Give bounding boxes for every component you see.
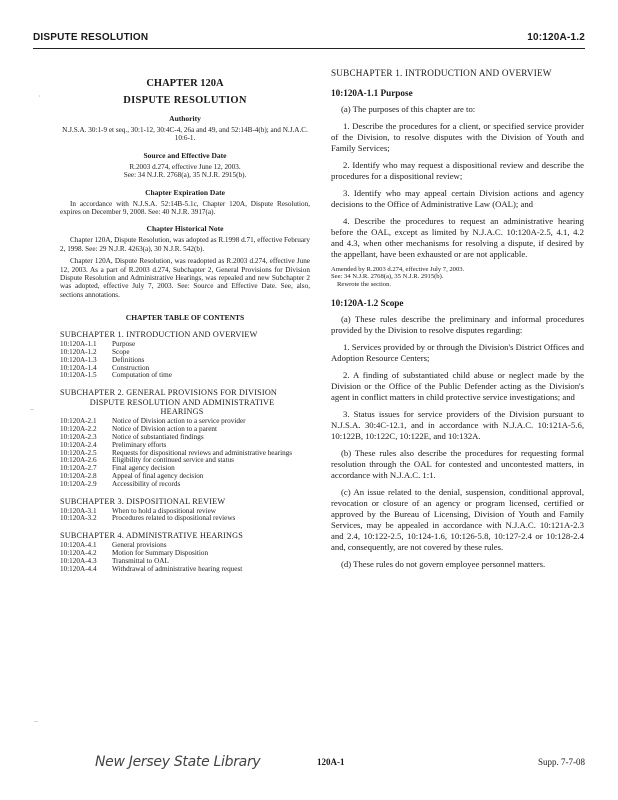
scan-speck: – — [34, 716, 38, 725]
scope-b: (b) These rules also describe the procedures for requesting formal resolution through the OAL for contested and uncontested matters, in accordance with N.J.A.C. 1:1. — [331, 448, 584, 481]
toc-subchapter-2-list — [60, 418, 310, 488]
supplement-date: Supp. 7-7-08 — [538, 757, 585, 767]
historical-heading: Chapter Historical Note — [146, 224, 224, 234]
toc-subchapter-2: SUBCHAPTER 2. GENERAL PROVISIONS FOR DIVISION DISPUTE RESOLUTION AND ADMINISTRATIVE HEARINGS — [60, 388, 278, 417]
subchapter-heading: SUBCHAPTER 1. INTRODUCTION AND OVERVIEW — [331, 68, 552, 78]
source-line-2: See: 34 N.J.R. 2768(a), 35 N.J.R. 2915(b). — [123, 171, 247, 180]
purpose-3: 3. Identify who may appeal certain Division actions and agency decisions to the Office of Administrative Law (OAL); and — [331, 188, 584, 209]
header-title: DISPUTE RESOLUTION — [33, 32, 149, 43]
scope-3: 3. Status issues for service providers of the Division pursuant to N.J.S.A. 30:4C-12.1, and in accordance with N.J.A.C. 10:121A-5.6, 10:122B, 10:122C, 10:122E, and 10:132A. — [331, 409, 584, 442]
scope-2: 2. A finding of substantiated child abuse or neglect made by the Division or the Office of the Public Defender acting as the Division's agent in conflict matters in child protective service investigations; and — [331, 370, 584, 403]
scope-a: (a) These rules describe the preliminary and informal procedures provided by the Division to resolve disputes regarding: — [331, 314, 584, 336]
source-line-1: R.2003 d.274, effective June 12, 2003. — [129, 162, 241, 171]
toc-subchapter-4-list — [60, 542, 310, 573]
historical-note-2: Chapter 120A, Dispute Resolution, was readopted as R.2003 d.274, effective June 12, 2003. As a part of R.2003 d.274, Subchapter 2, General Provisions for Division Dispute Resolution and Administrative Hearings, was repealed and new Subchapter 2 was adopted, effective July 7, 2003. See: Source and Effective Date. See, also, sections annotations. — [60, 257, 310, 299]
expiration-text: In accordance with N.J.S.A. 52:14B-5.1c, Chapter 120A, Dispute Resolution, expires on December 9, 2008. See: 40 N.J.R. 3917(a). — [60, 199, 310, 217]
toc-item: 10:120A-2.6 Eligibility for continued service and status — [60, 456, 234, 465]
toc-item: 10:120A-2.8 Appeal of final agency decision — [60, 472, 204, 481]
purpose-1: 1. Describe the procedures for a client, or specified service provider of the Division, to resolve disputes with the Division of Youth and Family Services; — [331, 121, 584, 153]
toc-item: 10:120A-2.7 Final agency decision — [60, 464, 175, 473]
historical-note-1: Chapter 120A, Dispute Resolution, was adopted as R.1998 d.71, effective February 2, 1998. See: 29 N.J.R. 4263(a), 30 N.J.R. 542(b). — [60, 236, 311, 253]
left-column — [60, 66, 310, 573]
toc-item: 10:120A-2.1 Notice of Division action to a service provider — [60, 417, 246, 426]
toc-item: 10:120A-2.5 Requests for dispositional reviews and administrative hearings — [60, 448, 293, 457]
source-heading: Source and Effective Date — [143, 150, 227, 160]
scope-d: (d) These rules do not govern employee personnel matters. — [341, 559, 546, 570]
scope-1: 1. Services provided by or through the Division's District Offices and Adoption Resource Centers; — [331, 342, 584, 364]
header-rule — [33, 48, 585, 49]
section-scope-title: 10:120A-1.2 Scope — [331, 298, 404, 309]
toc-item: 10:120A-4.2 Motion for Summary Disposition — [60, 549, 209, 558]
library-stamp: New Jersey State Library — [95, 754, 261, 770]
amendment-note: Amended by R.2003 d.274, effective July 7, 2003. See: 34 N.J.R. 2768(a), 35 N.J.R. 2915(b). Rewrote the section. — [331, 266, 465, 288]
toc-item: 10:120A-3.1 When to hold a dispositional review — [60, 506, 216, 515]
page-number: 120A-1 — [317, 757, 345, 767]
toc-subchapter-4: SUBCHAPTER 4. ADMINISTRATIVE HEARINGS — [60, 531, 243, 541]
header-section-number: 10:120A-1.2 — [527, 32, 585, 43]
toc-subchapter-1: SUBCHAPTER 1. INTRODUCTION AND OVERVIEW — [60, 330, 258, 340]
toc-item: 10:120A-4.3 Transmittal to OAL — [60, 556, 169, 565]
toc-subchapter-1-list — [60, 341, 310, 380]
chapter-title: DISPUTE RESOLUTION — [123, 95, 247, 106]
toc-subchapter-3-list — [60, 508, 310, 524]
section-purpose-title: 10:120A-1.1 Purpose — [331, 88, 413, 98]
toc-subchapter-3: SUBCHAPTER 3. DISPOSITIONAL REVIEW — [60, 496, 226, 506]
right-column — [331, 66, 584, 576]
purpose-a: (a) The purposes of this chapter are to: — [341, 104, 476, 114]
toc-item: 10:120A-4.1 General provisions — [60, 541, 167, 550]
purpose-4: 4. Describe the procedures to request an administrative hearing before the OAL, except as limited by N.J.A.C. 10:120A-2.5, 4.1, 4.2 and 4.3, when other mechanisms for resolving a dispute, if desired by the appellant, have been exhausted or are not applicable. — [331, 216, 584, 259]
scan-speck: – — [30, 404, 34, 413]
toc-item: 10:120A-2.4 Preliminary efforts — [60, 440, 167, 449]
toc-item: 10:120A-3.2 Procedures related to dispositional reviews — [60, 514, 236, 523]
authority-heading: Authority — [169, 114, 201, 123]
toc-item: 10:120A-2.9 Accessibility of records — [60, 479, 181, 488]
chapter-number: CHAPTER 120A — [146, 78, 224, 89]
toc-item: 10:120A-1.2 Scope — [60, 348, 130, 357]
toc-title: CHAPTER TABLE OF CONTENTS — [125, 313, 245, 323]
toc-item: 10:120A-4.4 Withdrawal of administrative hearing request — [60, 564, 243, 573]
toc-item: 10:120A-1.3 Definitions — [60, 355, 145, 364]
toc-item: 10:120A-1.5 Computation of time — [60, 371, 172, 380]
purpose-2: 2. Identify who may request a dispositional review and describe the procedures for a dispositional review; — [331, 160, 584, 181]
toc-item: 10:120A-2.3 Notice of substantiated findings — [60, 433, 204, 442]
toc-item: 10:120A-1.1 Purpose — [60, 340, 136, 349]
page-footer — [95, 754, 585, 774]
scan-speck: · — [38, 92, 41, 101]
authority-text: N.J.S.A. 30:1-9 et seq., 30:1-12, 30:4C-4, 26a and 49, and 52:14B-4(b); and N.J.A.C. 10:6-1. — [62, 126, 308, 143]
toc-item: 10:120A-1.4 Construction — [60, 363, 150, 372]
scope-c: (c) An issue related to the denial, suspension, conditional approval, revocation or closure of an agency or program licensed, certified or approved by the Bureau of Licensing, Division of Youth and Family Services, may be appealed in accordance with N.J.A.C. 10:121A-2.3 and 2.4, 10:122-2.5, 10:124-1.6, 10:126-5.8, 10:127-2.4 or 10:128-2.4 and, consequently, are not covered by these rules. — [331, 487, 584, 553]
expiration-heading: Chapter Expiration Date — [145, 187, 225, 197]
toc-item: 10:120A-2.2 Notice of Division action to a parent — [60, 425, 217, 434]
running-header — [33, 32, 585, 46]
